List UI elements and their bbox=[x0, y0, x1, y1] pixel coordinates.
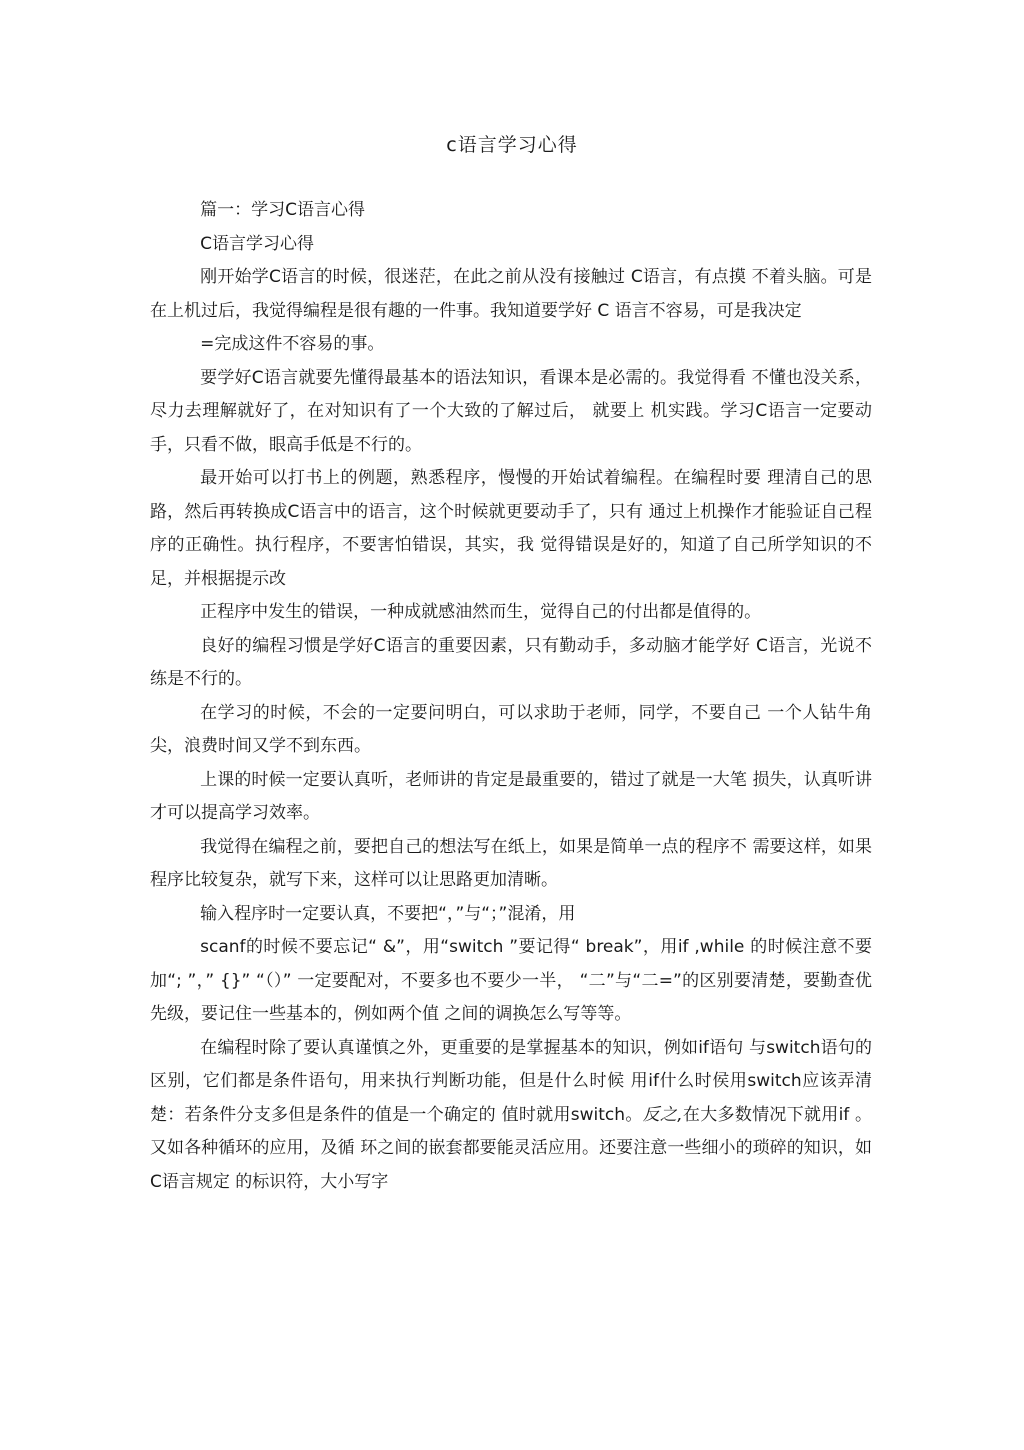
paragraph-last-part1: 在编程时除了要认真谨慎之外，更重要的是掌握基本的知识，例如if语句 与switch语句的区别，它们都是条件语句，用来执行判断功能，但是什么时候 用if什么时侯用switch应该弄清楚：若条件分支多但是条件的值是一个确定的 值时就用switch。 bbox=[150, 1037, 872, 1125]
paragraph: 在学习的时候，不会的一定要问明白，可以求助于老师，同学，不要自己 一个人钻牛角尖，浪费时间又学不到东西。 bbox=[150, 702, 872, 756]
paragraph: 刚开始学C语言的时候，很迷茫，在此之前从没有接触过 C语言，有点摸 不着头脑。可是在上机过后，我觉得编程是很有趣的一件事。我知道要学好 C 语言不容易，可是我决定 bbox=[150, 267, 872, 321]
section-subheading: C语言学习心得 bbox=[200, 233, 315, 254]
document-body bbox=[150, 194, 872, 1199]
paragraph: 我觉得在编程之前，要把自己的想法写在纸上，如果是简单一点的程序不 需要这样，如果程序比较复杂，就写下来，这样可以让思路更加清晰。 bbox=[150, 836, 872, 890]
paragraph: 正程序中发生的错误，一种成就感油然而生，觉得自己的付出都是值得的。 bbox=[200, 602, 762, 622]
paragraph-last bbox=[150, 1032, 872, 1200]
paragraph: =完成这件不容易的事。 bbox=[200, 334, 385, 354]
paragraph: 上课的时候一定要认真听，老师讲的肯定是最重要的，错过了就是一大笔 损失，认真听讲才可以提高学习效率。 bbox=[150, 769, 872, 823]
paragraph-last-italic: 反之, bbox=[642, 1104, 683, 1125]
paragraph: 要学好C语言就要先懂得最基本的语法知识，看课本是必需的。我觉得看 不懂也没关系，尽力去理解就好了，在对知识有了一个大致的了解过后， 就要上 机实践。学习C语言一定要动手，只看不做，眼高手低是不行的。 bbox=[150, 367, 872, 455]
section-heading: 篇一：学习C语言心得 bbox=[200, 200, 366, 220]
paragraph: 良好的编程习惯是学好C语言的重要因素，只有勤动手，多动脑才能学好 C语言，光说不练是不行的。 bbox=[150, 635, 872, 689]
paragraph: 输入程序时一定要认真，不要把“，”与“；”混淆，用 bbox=[200, 903, 576, 924]
paragraph: scanf的时候不要忘记“ &”，用“switch ”要记得“ break”，用if ,while 的时候注意不要加“; ”，” {}” “（）” 一定要配对，不要多也不要少一半， “二”与“二=”的区别要清楚，要勤查优先级，要记住一些基本的，例如两个值 之间的调换怎么写等等。 bbox=[150, 937, 872, 1024]
document-title: c语言学习心得 bbox=[446, 134, 578, 156]
paragraph: 最开始可以打书上的例题，熟悉程序，慢慢的开始试着编程。在编程时要 理清自己的思路，然后再转换成C语言中的语言，这个时候就更要动手了，只有 通过上机操作才能验证自己程序的正确性。执行程序，不要害怕错误，其实，我 觉得错误是好的，知道了自己所学知识的不足，并根据提示改 bbox=[150, 468, 872, 589]
paragraph-last-part2: 在大多数情况下就用if 。又如各种循环的应用，及循 环之间的嵌套都要能灵活应用。还要注意一些细小的琐碎的知识，如C语言规定 的标识符，大小写字 bbox=[150, 1104, 872, 1192]
